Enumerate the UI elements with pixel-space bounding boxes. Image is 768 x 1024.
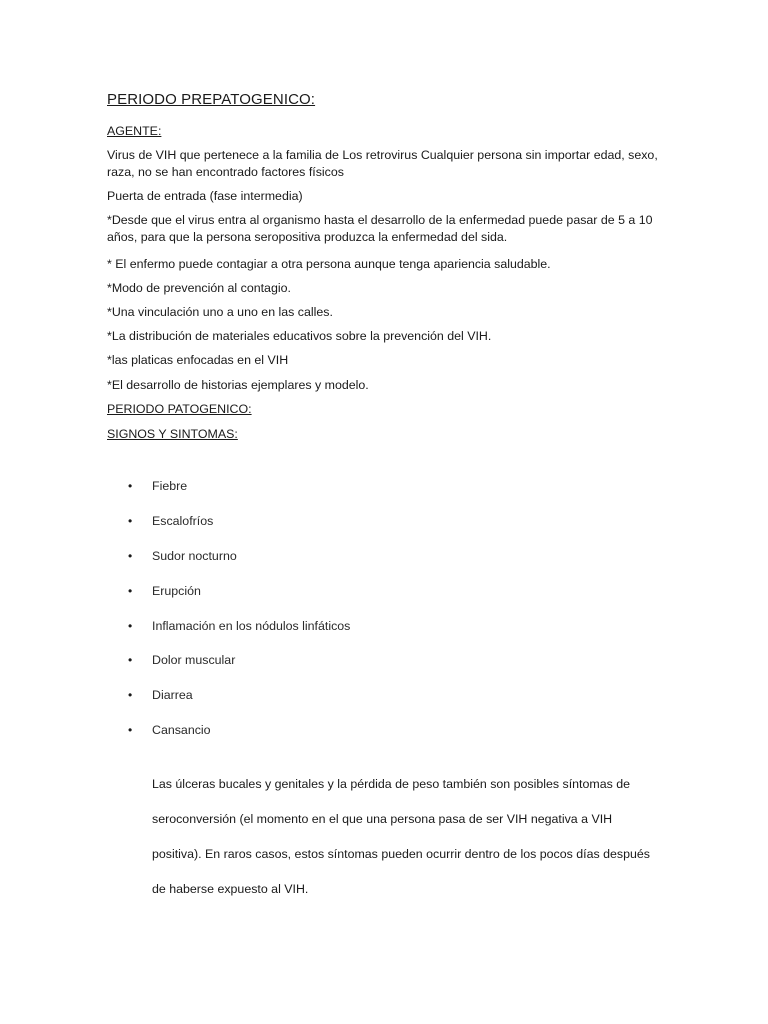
list-item bbox=[128, 618, 350, 653]
bullet-icon: • bbox=[128, 548, 133, 563]
incubation-line-2: años, para que la persona seropositiva produzca la enfermedad del sida. bbox=[107, 230, 508, 244]
agent-description-line-1: Virus de VIH que pertenece a la familia de Los retrovirus Cualquier persona sin importar edad, sexo, bbox=[107, 148, 658, 162]
closing-paragraph bbox=[152, 776, 652, 916]
list-item bbox=[128, 722, 350, 757]
list-item bbox=[128, 652, 350, 687]
symptom-label: Fiebre bbox=[152, 479, 188, 493]
bullet-icon: • bbox=[128, 723, 133, 738]
materials-text: *La distribución de materiales educativos sobre la prevención del VIH. bbox=[107, 329, 492, 343]
list-item bbox=[128, 478, 350, 513]
list-item bbox=[128, 583, 350, 618]
bullet-icon: • bbox=[128, 618, 133, 633]
list-item bbox=[128, 687, 350, 722]
symptom-label: Sudor nocturno bbox=[152, 548, 237, 563]
bullet-icon: • bbox=[128, 653, 133, 668]
closing-paragraph-line-2: seroconversión (el momento en el que una persona pasa de ser VIH negativa a VIH bbox=[152, 812, 613, 826]
closing-paragraph-line-3: positiva). En raros casos, estos síntomas pueden ocurrir dentro de los pocos días después bbox=[152, 847, 650, 861]
entry-door-text: Puerta de entrada (fase intermedia) bbox=[107, 189, 303, 203]
symptom-label: Inflamación en los nódulos linfáticos bbox=[152, 618, 351, 633]
closing-paragraph-line-4: de haberse expuesto al VIH. bbox=[152, 882, 309, 896]
symptom-label: Diarrea bbox=[152, 688, 193, 703]
pathogenic-heading: PERIODO PATOGENICO: bbox=[107, 402, 252, 416]
incubation-text bbox=[107, 212, 667, 246]
prevention-mode-text: *Modo de prevención al contagio. bbox=[107, 281, 291, 295]
signs-heading: SIGNOS Y SINTOMAS: bbox=[107, 427, 238, 441]
outreach-text: *Una vinculación uno a uno en las calles. bbox=[107, 305, 333, 319]
symptom-label: Escalofríos bbox=[152, 513, 214, 528]
agent-heading: AGENTE: bbox=[107, 124, 162, 138]
stories-text: *El desarrollo de historias ejemplares y modelo. bbox=[107, 378, 369, 392]
bullet-icon: • bbox=[128, 479, 133, 493]
list-item bbox=[128, 513, 350, 548]
agent-description bbox=[107, 147, 667, 181]
agent-description-line-2: raza, no se han encontrado factores físicos bbox=[107, 165, 344, 179]
incubation-line-1: *Desde que el virus entra al organismo hasta el desarrollo de la enfermedad puede pasar de 5 a 10 bbox=[107, 213, 653, 227]
closing-paragraph-line-1: Las úlceras bucales y genitales y la pérdida de peso también son posibles síntomas de bbox=[152, 777, 631, 791]
symptom-label: Cansancio bbox=[152, 723, 211, 738]
symptom-label: Dolor muscular bbox=[152, 653, 236, 668]
symptom-label: Erupción bbox=[152, 583, 201, 598]
list-item bbox=[128, 548, 350, 583]
talks-text: *las platicas enfocadas en el VIH bbox=[107, 353, 289, 367]
bullet-icon: • bbox=[128, 583, 133, 598]
bullet-icon: • bbox=[128, 688, 133, 703]
contagion-text: * El enfermo puede contagiar a otra persona aunque tenga apariencia saludable. bbox=[107, 257, 551, 271]
bullet-icon: • bbox=[128, 513, 133, 528]
symptoms-list bbox=[128, 478, 350, 757]
page-title: PERIODO PREPATOGENICO: bbox=[107, 91, 316, 108]
